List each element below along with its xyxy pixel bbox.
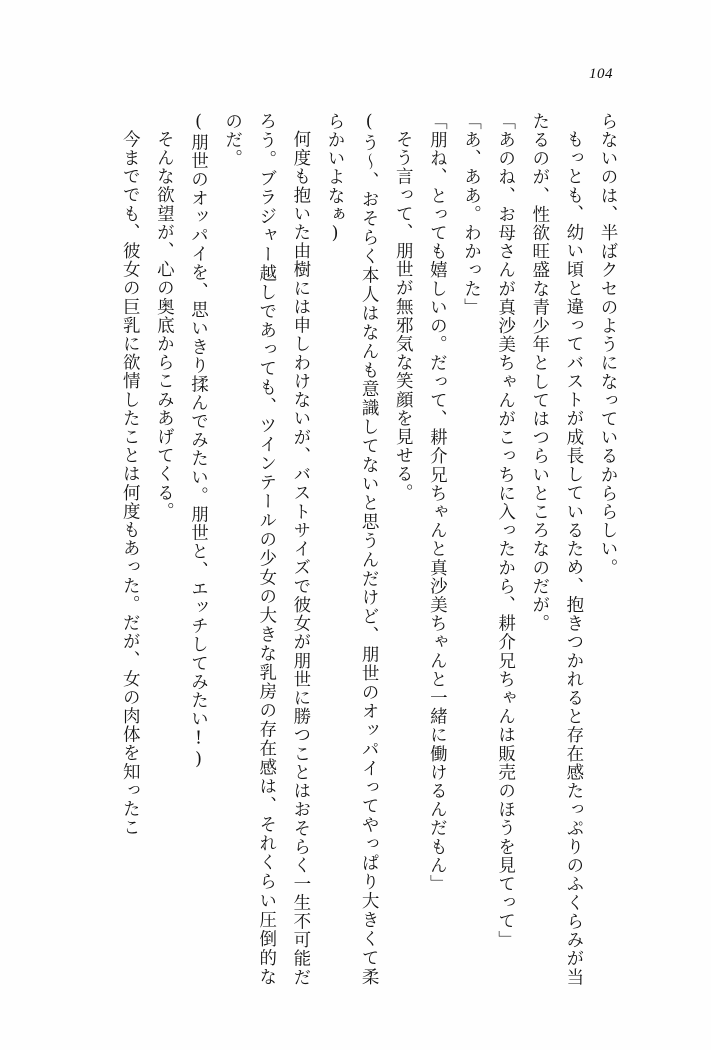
body-text-column	[62, 112, 625, 986]
paragraph: らないのは、半ばクセのようになっているかららしい。	[598, 112, 618, 577]
paragraph: もっとも、幼い頃と違ってバストが成長しているため、抱きつかれると存在感たっぷりのふくらみが当たるのが、性欲旺盛な青少年としてはつらいところなのだが。	[529, 112, 584, 986]
paragraph: 何度も抱いた由樹には申しわけないが、バストサイズで彼女が朋世に勝つことはおそらく一生不可能だろう。ブラジャー越しであっても、ツインテールの少女の大きな乳房の存在感は、それくらい圧倒的なのだ。	[222, 112, 311, 986]
paragraph: (朋世のオッパイを、思いきり揉んでみたい。朋世と、エッチしてみたい!)	[188, 112, 209, 771]
paragraph: そう言って、朋世が無邪気な笑顔を見せる。	[393, 129, 414, 502]
paragraph: そんな欲望が、心の奥底からこみあげてくる。	[154, 129, 175, 521]
paragraph: 「あのね、お母さんが真沙美ちゃんがこっちに入ったから、耕介兄ちゃんは販売のほうを見てって」	[495, 112, 516, 949]
paragraph: 「あ、ああ。わかった」	[461, 112, 482, 317]
paragraph: (う～、おそらく本人はなんも意識してないと思うんだけど、朋世のオッパイってやっぱり大きくて柔らかいよなぁ)	[325, 112, 380, 986]
page-number: 104	[589, 66, 613, 82]
paragraph: 「朋ね、とっても嬉しいの。だって、耕介兄ちゃんと真沙美ちゃんと一緒に働けるんだもん」	[427, 112, 448, 894]
paragraph: 今まででも、彼女の巨乳に欲情したことは何度もあった。だが、女の肉体を知ったこ	[120, 129, 141, 837]
